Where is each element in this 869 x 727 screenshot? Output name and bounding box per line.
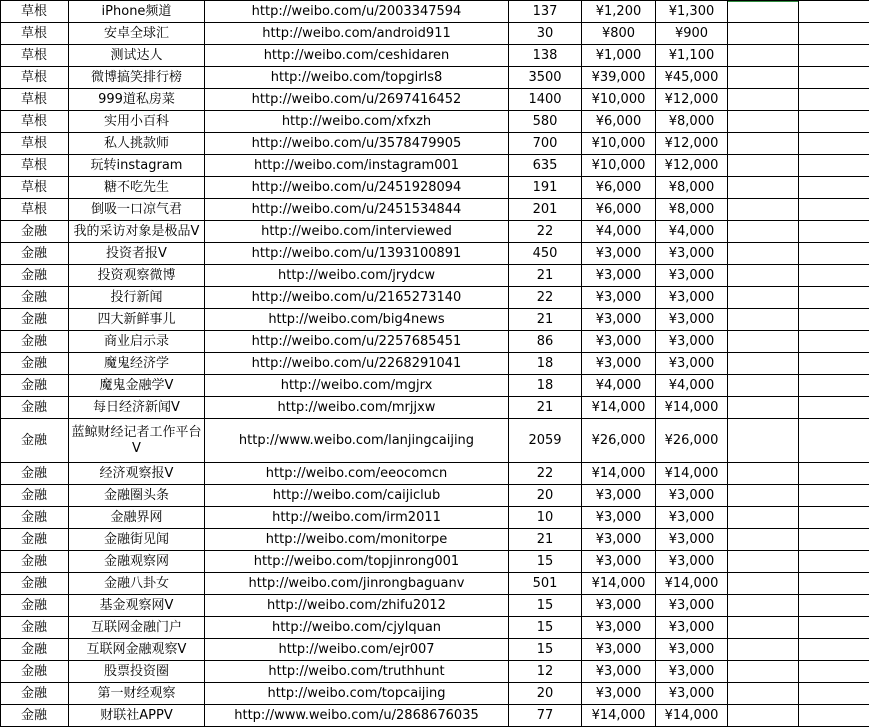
url-cell[interactable]: http://weibo.com/xfxzh	[205, 111, 509, 133]
empty-cell[interactable]	[728, 529, 799, 551]
account-name-cell[interactable]: 投资观察微博	[69, 265, 205, 287]
empty-cell[interactable]	[728, 353, 799, 375]
url-cell[interactable]: http://weibo.com/u/2451534844	[205, 199, 509, 221]
url-cell[interactable]: http://weibo.com/monitorpe	[205, 529, 509, 551]
url-cell[interactable]: http://weibo.com/mgjrx	[205, 375, 509, 397]
empty-cell[interactable]	[799, 507, 869, 529]
account-name-cell[interactable]: 投资者报V	[69, 243, 205, 265]
category-cell[interactable]: 金融	[1, 375, 69, 397]
category-cell[interactable]: 草根	[1, 155, 69, 177]
url-cell[interactable]: http://weibo.com/u/2003347594	[205, 1, 509, 23]
empty-cell[interactable]	[728, 683, 799, 705]
table-row	[1, 639, 869, 661]
category-cell[interactable]: 金融	[1, 485, 69, 507]
table-row	[1, 353, 869, 375]
fans-count-cell[interactable]: 21	[509, 397, 582, 419]
table-row	[1, 397, 869, 419]
price-alt-cell[interactable]: ¥8,000	[656, 199, 728, 221]
account-name-cell[interactable]: 财联社APPV	[69, 705, 205, 727]
price-cell[interactable]: ¥10,000	[582, 133, 656, 155]
price-cell[interactable]: ¥3,000	[582, 353, 656, 375]
price-cell[interactable]: ¥3,000	[582, 551, 656, 573]
empty-cell[interactable]	[799, 221, 869, 243]
fans-count-cell[interactable]: 18	[509, 353, 582, 375]
category-cell[interactable]: 金融	[1, 683, 69, 705]
fans-count-cell[interactable]: 22	[509, 287, 582, 309]
price-alt-cell[interactable]: ¥12,000	[656, 89, 728, 111]
url-cell[interactable]: http://weibo.com/cjylquan	[205, 617, 509, 639]
empty-cell[interactable]	[728, 155, 799, 177]
fans-count-cell[interactable]: 86	[509, 331, 582, 353]
empty-cell[interactable]	[728, 89, 799, 111]
empty-cell[interactable]	[728, 45, 799, 67]
price-cell[interactable]: ¥800	[582, 23, 656, 45]
account-name-cell[interactable]: 每日经济新闻V	[69, 397, 205, 419]
fans-count-cell[interactable]: 3500	[509, 67, 582, 89]
table-row	[1, 265, 869, 287]
price-cell[interactable]: ¥3,000	[582, 331, 656, 353]
price-alt-cell[interactable]: ¥3,000	[656, 661, 728, 683]
url-cell[interactable]: http://weibo.com/topcaijing	[205, 683, 509, 705]
empty-cell[interactable]	[728, 331, 799, 353]
price-alt-cell[interactable]: ¥3,000	[656, 485, 728, 507]
url-cell[interactable]: http://www.weibo.com/lanjingcaijing	[205, 419, 509, 463]
category-cell[interactable]: 草根	[1, 111, 69, 133]
url-cell[interactable]: http://weibo.com/ejr007	[205, 639, 509, 661]
account-name-cell[interactable]: 四大新鲜事儿	[69, 309, 205, 331]
url-cell[interactable]: http://weibo.com/jinrongbaguanv	[205, 573, 509, 595]
price-alt-cell[interactable]: ¥14,000	[656, 397, 728, 419]
price-alt-cell[interactable]: ¥14,000	[656, 463, 728, 485]
fans-count-cell[interactable]: 15	[509, 595, 582, 617]
empty-cell[interactable]	[799, 89, 869, 111]
empty-cell[interactable]	[799, 199, 869, 221]
url-cell[interactable]: http://weibo.com/jrydcw	[205, 265, 509, 287]
category-cell[interactable]: 金融	[1, 419, 69, 463]
price-cell[interactable]: ¥3,000	[582, 595, 656, 617]
empty-cell[interactable]	[728, 265, 799, 287]
table-row	[1, 243, 869, 265]
account-name-cell[interactable]: 实用小百科	[69, 111, 205, 133]
price-alt-cell[interactable]: ¥3,000	[656, 331, 728, 353]
price-cell[interactable]: ¥3,000	[582, 529, 656, 551]
fans-count-cell[interactable]: 137	[509, 1, 582, 23]
empty-cell[interactable]	[728, 397, 799, 419]
account-name-cell[interactable]: 经济观察报V	[69, 463, 205, 485]
url-cell[interactable]: http://weibo.com/topjinrong001	[205, 551, 509, 573]
fans-count-cell[interactable]: 12	[509, 661, 582, 683]
empty-cell[interactable]	[799, 265, 869, 287]
empty-cell[interactable]	[799, 243, 869, 265]
price-alt-cell[interactable]: ¥26,000	[656, 419, 728, 463]
fans-count-cell[interactable]: 15	[509, 551, 582, 573]
fans-count-cell[interactable]: 635	[509, 155, 582, 177]
empty-cell[interactable]	[728, 287, 799, 309]
category-cell[interactable]: 草根	[1, 23, 69, 45]
empty-cell[interactable]	[728, 639, 799, 661]
price-alt-cell[interactable]: ¥3,000	[656, 353, 728, 375]
price-cell[interactable]: ¥3,000	[582, 617, 656, 639]
empty-cell[interactable]	[799, 177, 869, 199]
url-cell[interactable]: http://weibo.com/instagram001	[205, 155, 509, 177]
table-row	[1, 89, 869, 111]
category-cell[interactable]: 金融	[1, 661, 69, 683]
account-name-cell[interactable]: 999道私房菜	[69, 89, 205, 111]
url-cell[interactable]: http://weibo.com/eeocomcn	[205, 463, 509, 485]
empty-cell[interactable]	[799, 529, 869, 551]
price-cell[interactable]: ¥6,000	[582, 199, 656, 221]
price-alt-cell[interactable]: ¥3,000	[656, 595, 728, 617]
price-alt-cell[interactable]: ¥45,000	[656, 67, 728, 89]
url-cell[interactable]: http://weibo.com/u/1393100891	[205, 243, 509, 265]
empty-cell[interactable]	[728, 661, 799, 683]
price-cell[interactable]: ¥1,000	[582, 45, 656, 67]
fans-count-cell[interactable]: 22	[509, 221, 582, 243]
fans-count-cell[interactable]: 10	[509, 507, 582, 529]
table-row	[1, 661, 869, 683]
price-alt-cell[interactable]: ¥3,000	[656, 551, 728, 573]
account-name-cell[interactable]: 倒吸一口凉气君	[69, 199, 205, 221]
table-row	[1, 573, 869, 595]
category-cell[interactable]: 金融	[1, 287, 69, 309]
empty-cell[interactable]	[799, 705, 869, 727]
category-cell[interactable]: 金融	[1, 265, 69, 287]
account-name-cell[interactable]: 微博搞笑排行榜	[69, 67, 205, 89]
url-cell[interactable]: http://weibo.com/u/2257685451	[205, 331, 509, 353]
table-row	[1, 45, 869, 67]
empty-cell[interactable]	[728, 573, 799, 595]
price-cell[interactable]: ¥3,000	[582, 243, 656, 265]
empty-cell[interactable]	[728, 23, 799, 45]
empty-cell[interactable]	[728, 375, 799, 397]
empty-cell[interactable]	[728, 485, 799, 507]
price-alt-cell[interactable]: ¥3,000	[656, 529, 728, 551]
fans-count-cell[interactable]: 201	[509, 199, 582, 221]
fans-count-cell[interactable]: 138	[509, 45, 582, 67]
price-cell[interactable]: ¥3,000	[582, 309, 656, 331]
price-alt-cell[interactable]: ¥1,100	[656, 45, 728, 67]
price-cell[interactable]: ¥26,000	[582, 419, 656, 463]
table-row	[1, 595, 869, 617]
price-cell[interactable]: ¥3,000	[582, 485, 656, 507]
price-cell[interactable]: ¥1,200	[582, 1, 656, 23]
price-alt-cell[interactable]: ¥12,000	[656, 155, 728, 177]
category-cell[interactable]: 草根	[1, 67, 69, 89]
fans-count-cell[interactable]: 191	[509, 177, 582, 199]
price-cell[interactable]: ¥3,000	[582, 265, 656, 287]
account-name-cell[interactable]: 魔鬼金融学V	[69, 375, 205, 397]
empty-cell[interactable]	[799, 155, 869, 177]
empty-cell[interactable]	[799, 375, 869, 397]
price-alt-cell[interactable]: ¥4,000	[656, 221, 728, 243]
category-cell[interactable]: 草根	[1, 177, 69, 199]
account-name-cell[interactable]: 互联网金融观察V	[69, 639, 205, 661]
price-cell[interactable]: ¥4,000	[582, 375, 656, 397]
url-cell[interactable]: http://weibo.com/mrjjxw	[205, 397, 509, 419]
table-row	[1, 375, 869, 397]
price-cell[interactable]: ¥3,000	[582, 507, 656, 529]
empty-cell[interactable]	[728, 419, 799, 463]
table-row	[1, 133, 869, 155]
category-cell[interactable]: 金融	[1, 705, 69, 727]
category-cell[interactable]: 金融	[1, 353, 69, 375]
empty-cell[interactable]	[799, 595, 869, 617]
empty-cell[interactable]	[799, 133, 869, 155]
table-row	[1, 507, 869, 529]
url-cell[interactable]: http://weibo.com/irm2011	[205, 507, 509, 529]
price-alt-cell[interactable]: ¥14,000	[656, 705, 728, 727]
table-row	[1, 23, 869, 45]
account-name-cell[interactable]: 金融界网	[69, 507, 205, 529]
category-cell[interactable]: 金融	[1, 221, 69, 243]
empty-cell[interactable]	[728, 507, 799, 529]
account-name-cell[interactable]: 糖不吃先生	[69, 177, 205, 199]
table-row	[1, 529, 869, 551]
fans-count-cell[interactable]: 21	[509, 309, 582, 331]
category-cell[interactable]: 草根	[1, 89, 69, 111]
price-alt-cell[interactable]: ¥3,000	[656, 309, 728, 331]
empty-cell[interactable]	[728, 705, 799, 727]
category-cell[interactable]: 金融	[1, 463, 69, 485]
category-cell[interactable]: 金融	[1, 573, 69, 595]
account-name-cell[interactable]: 商业启示录	[69, 331, 205, 353]
table-row	[1, 617, 869, 639]
price-cell[interactable]: ¥39,000	[582, 67, 656, 89]
category-cell[interactable]: 金融	[1, 397, 69, 419]
category-cell[interactable]: 金融	[1, 309, 69, 331]
price-cell[interactable]: ¥14,000	[582, 463, 656, 485]
category-cell[interactable]: 金融	[1, 507, 69, 529]
category-cell[interactable]: 金融	[1, 617, 69, 639]
empty-cell[interactable]	[728, 1, 799, 23]
empty-cell[interactable]	[728, 617, 799, 639]
account-name-cell[interactable]: 第一财经观察	[69, 683, 205, 705]
account-name-cell[interactable]: 基金观察网V	[69, 595, 205, 617]
empty-cell[interactable]	[728, 309, 799, 331]
fans-count-cell[interactable]: 30	[509, 23, 582, 45]
account-name-cell[interactable]: 投行新闻	[69, 287, 205, 309]
price-cell[interactable]: ¥6,000	[582, 111, 656, 133]
account-name-cell[interactable]: 金融圈头条	[69, 485, 205, 507]
empty-cell[interactable]	[799, 309, 869, 331]
empty-cell[interactable]	[799, 573, 869, 595]
price-cell[interactable]: ¥3,000	[582, 287, 656, 309]
fans-count-cell[interactable]: 21	[509, 529, 582, 551]
fans-count-cell[interactable]: 15	[509, 639, 582, 661]
empty-cell[interactable]	[799, 639, 869, 661]
price-alt-cell[interactable]: ¥3,000	[656, 265, 728, 287]
url-cell[interactable]: http://weibo.com/android911	[205, 23, 509, 45]
table-row	[1, 177, 869, 199]
url-cell[interactable]: http://weibo.com/ceshidaren	[205, 45, 509, 67]
table-row	[1, 309, 869, 331]
table-row	[1, 705, 869, 727]
price-alt-cell[interactable]: ¥1,300	[656, 1, 728, 23]
account-name-cell[interactable]: iPhone频道	[69, 1, 205, 23]
account-name-cell[interactable]: 魔鬼经济学	[69, 353, 205, 375]
price-alt-cell[interactable]: ¥3,000	[656, 683, 728, 705]
price-alt-cell[interactable]: ¥3,000	[656, 287, 728, 309]
empty-cell[interactable]	[799, 661, 869, 683]
table-row	[1, 331, 869, 353]
empty-cell[interactable]	[799, 45, 869, 67]
fans-count-cell[interactable]: 700	[509, 133, 582, 155]
empty-cell[interactable]	[728, 463, 799, 485]
price-alt-cell[interactable]: ¥3,000	[656, 639, 728, 661]
category-cell[interactable]: 金融	[1, 331, 69, 353]
table-row	[1, 111, 869, 133]
table-row	[1, 463, 869, 485]
fans-count-cell[interactable]: 501	[509, 573, 582, 595]
account-name-cell[interactable]: 股票投资圈	[69, 661, 205, 683]
category-cell[interactable]: 金融	[1, 529, 69, 551]
empty-cell[interactable]	[799, 353, 869, 375]
price-cell[interactable]: ¥6,000	[582, 177, 656, 199]
empty-cell[interactable]	[799, 287, 869, 309]
category-cell[interactable]: 草根	[1, 199, 69, 221]
account-name-cell[interactable]: 金融八卦女	[69, 573, 205, 595]
empty-cell[interactable]	[728, 199, 799, 221]
price-alt-cell[interactable]: ¥3,000	[656, 617, 728, 639]
price-alt-cell[interactable]: ¥4,000	[656, 375, 728, 397]
fans-count-cell[interactable]: 450	[509, 243, 582, 265]
table-row	[1, 1, 869, 23]
url-cell[interactable]: http://weibo.com/u/2451928094	[205, 177, 509, 199]
price-cell[interactable]: ¥3,000	[582, 639, 656, 661]
empty-cell[interactable]	[728, 67, 799, 89]
price-alt-cell[interactable]: ¥14,000	[656, 573, 728, 595]
price-alt-cell[interactable]: ¥12,000	[656, 133, 728, 155]
empty-cell[interactable]	[728, 133, 799, 155]
table-body	[1, 1, 869, 727]
account-name-cell[interactable]: 我的采访对象是极品V	[69, 221, 205, 243]
empty-cell[interactable]	[728, 111, 799, 133]
fans-count-cell[interactable]: 21	[509, 265, 582, 287]
table-row	[1, 551, 869, 573]
table-row	[1, 287, 869, 309]
price-cell[interactable]: ¥10,000	[582, 155, 656, 177]
price-cell[interactable]: ¥14,000	[582, 705, 656, 727]
fans-count-cell[interactable]: 580	[509, 111, 582, 133]
price-cell[interactable]: ¥3,000	[582, 683, 656, 705]
empty-cell[interactable]	[799, 617, 869, 639]
category-cell[interactable]: 金融	[1, 243, 69, 265]
empty-cell[interactable]	[728, 595, 799, 617]
account-name-cell[interactable]: 蓝鲸财经记者工作平台V	[69, 419, 205, 463]
empty-cell[interactable]	[799, 331, 869, 353]
price-alt-cell[interactable]: ¥3,000	[656, 507, 728, 529]
empty-cell[interactable]	[799, 397, 869, 419]
price-alt-cell[interactable]: ¥8,000	[656, 177, 728, 199]
url-cell[interactable]: http://weibo.com/caijiclub	[205, 485, 509, 507]
account-name-cell[interactable]: 玩转instagram	[69, 155, 205, 177]
empty-cell[interactable]	[799, 551, 869, 573]
table-row	[1, 683, 869, 705]
account-name-cell[interactable]: 金融观察网	[69, 551, 205, 573]
empty-cell[interactable]	[799, 67, 869, 89]
fans-count-cell[interactable]: 15	[509, 617, 582, 639]
category-cell[interactable]: 草根	[1, 45, 69, 67]
empty-cell[interactable]	[799, 485, 869, 507]
price-cell[interactable]: ¥4,000	[582, 221, 656, 243]
price-cell[interactable]: ¥14,000	[582, 573, 656, 595]
url-cell[interactable]: http://weibo.com/big4news	[205, 309, 509, 331]
empty-cell[interactable]	[799, 463, 869, 485]
table-row	[1, 485, 869, 507]
fans-count-cell[interactable]: 18	[509, 375, 582, 397]
url-cell[interactable]: http://weibo.com/u/2697416452	[205, 89, 509, 111]
table-row	[1, 199, 869, 221]
price-alt-cell[interactable]: ¥3,000	[656, 243, 728, 265]
price-alt-cell[interactable]: ¥900	[656, 23, 728, 45]
account-name-cell[interactable]: 测试达人	[69, 45, 205, 67]
empty-cell[interactable]	[799, 23, 869, 45]
fans-count-cell[interactable]: 2059	[509, 419, 582, 463]
price-cell[interactable]: ¥3,000	[582, 661, 656, 683]
table-row	[1, 67, 869, 89]
empty-cell[interactable]	[799, 111, 869, 133]
account-name-cell[interactable]: 互联网金融门户	[69, 617, 205, 639]
empty-cell[interactable]	[728, 243, 799, 265]
empty-cell[interactable]	[728, 221, 799, 243]
account-name-cell[interactable]: 安卓全球汇	[69, 23, 205, 45]
url-cell[interactable]: http://weibo.com/u/2268291041	[205, 353, 509, 375]
empty-cell[interactable]	[799, 683, 869, 705]
category-cell[interactable]: 草根	[1, 133, 69, 155]
account-name-cell[interactable]: 私人挑款师	[69, 133, 205, 155]
price-cell[interactable]: ¥10,000	[582, 89, 656, 111]
empty-cell[interactable]	[728, 177, 799, 199]
url-cell[interactable]: http://weibo.com/u/2165273140	[205, 287, 509, 309]
fans-count-cell[interactable]: 77	[509, 705, 582, 727]
url-cell[interactable]: http://weibo.com/zhifu2012	[205, 595, 509, 617]
empty-cell[interactable]	[799, 1, 869, 23]
fans-count-cell[interactable]: 20	[509, 485, 582, 507]
fans-count-cell[interactable]: 1400	[509, 89, 582, 111]
empty-cell[interactable]	[728, 551, 799, 573]
table-row	[1, 155, 869, 177]
fans-count-cell[interactable]: 22	[509, 463, 582, 485]
category-cell[interactable]: 金融	[1, 639, 69, 661]
category-cell[interactable]: 草根	[1, 1, 69, 23]
url-cell[interactable]: http://weibo.com/interviewed	[205, 221, 509, 243]
account-name-cell[interactable]: 金融街见闻	[69, 529, 205, 551]
table-row	[1, 221, 869, 243]
empty-cell[interactable]	[799, 419, 869, 463]
category-cell[interactable]: 金融	[1, 551, 69, 573]
url-cell[interactable]: http://www.weibo.com/u/2868676035	[205, 705, 509, 727]
table-row	[1, 419, 869, 463]
url-cell[interactable]: http://weibo.com/topgirls8	[205, 67, 509, 89]
url-cell[interactable]: http://weibo.com/truthhunt	[205, 661, 509, 683]
price-cell[interactable]: ¥14,000	[582, 397, 656, 419]
category-cell[interactable]: 金融	[1, 595, 69, 617]
fans-count-cell[interactable]: 20	[509, 683, 582, 705]
url-cell[interactable]: http://weibo.com/u/3578479905	[205, 133, 509, 155]
price-alt-cell[interactable]: ¥8,000	[656, 111, 728, 133]
